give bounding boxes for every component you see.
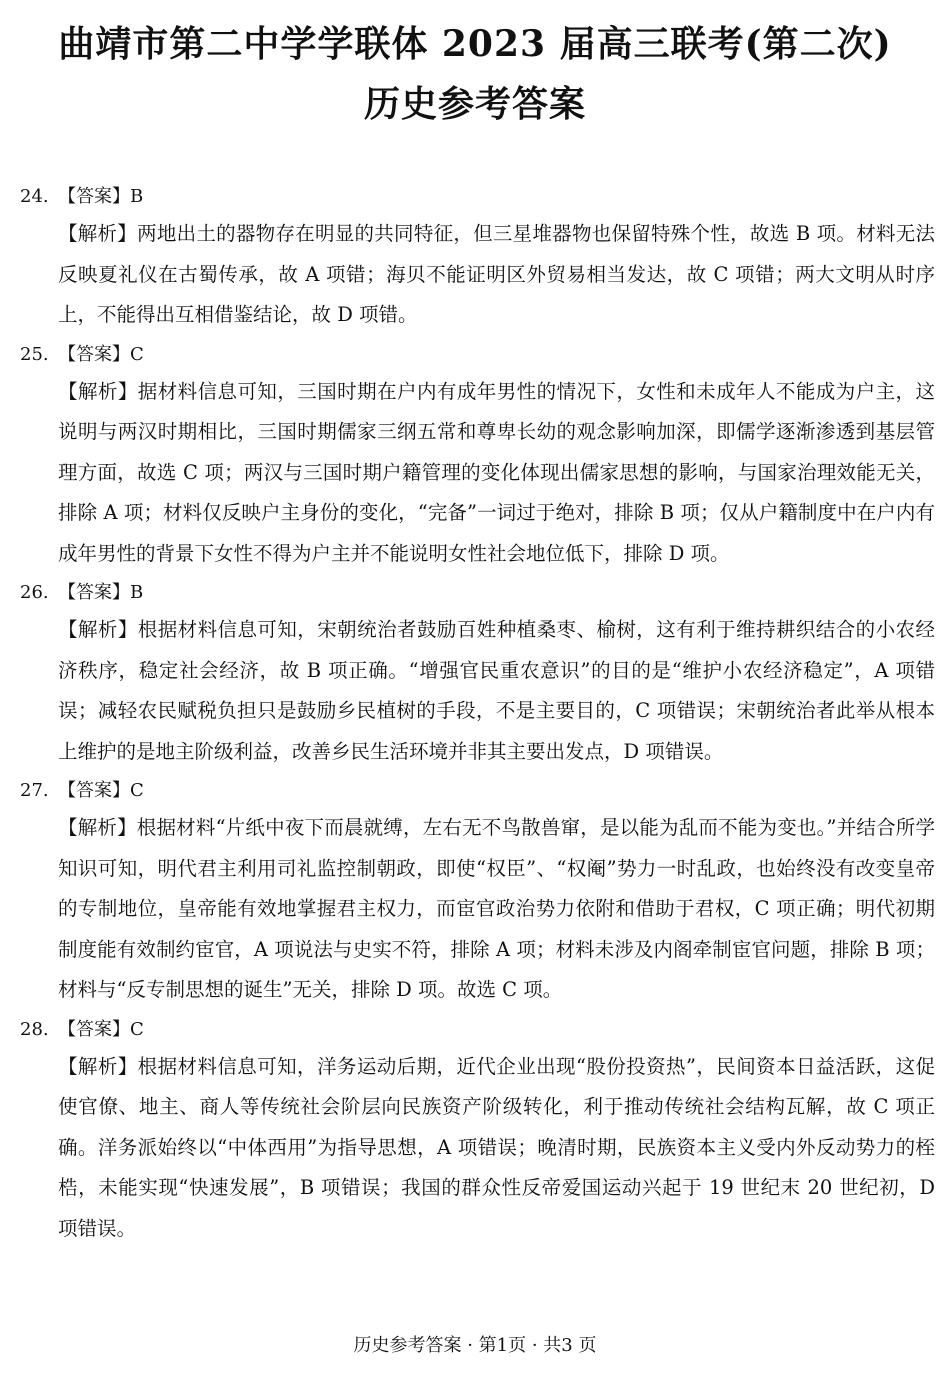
- question-number: 24.: [20, 186, 49, 207]
- analysis-text: 【解析】根据材料信息可知，洋务运动后期，近代企业出现“股份投资热”，民间资本日益活跃，这促使官僚、地主、商人等传统社会阶层向民族资产阶级转化，利于推动传统社会结构瓦解，故 C 项正确。洋务派始终以“中体西用”为指导思想，A 项错误；晚清时期，民族资本主义受内外反动势力的桎梏，未能实现“快速发展”，B 项错误；我国的群众性反帝爱国运动兴起于 19 世纪末 20 世纪初，D 项错误。: [58, 1054, 935, 1240]
- answer-line: [20, 576, 935, 610]
- answer-text: 【答案】C: [58, 1018, 144, 1040]
- analysis-text: 【解析】据材料信息可知，三国时期在户内有成年男性的情况下，女性和未成年人不能成为户主，这说明与两汉时期相比，三国时期儒家三纲五常和尊卑长幼的观念影响加深，即儒学逐渐渗透到基层管理方面，故选 C 项；两汉与三国时期户籍管理的变化体现出儒家思想的影响，与国家治理效能无关，排除 A 项；材料仅反映户主身份的变化，“完备”一词过于绝对，排除 B 项；仅从户籍制度中在户内有成年男性的背景下女性不得为户主并不能说明女性社会地位低下，排除 D 项。: [58, 379, 935, 565]
- answer-text: 【答案】B: [58, 582, 144, 603]
- question-number: 25.: [20, 343, 49, 365]
- page-footer: 历史参考答案 · 第1页 · 共3 页: [353, 1335, 597, 1356]
- question-number: 28.: [20, 1018, 49, 1040]
- question-block: [20, 338, 935, 575]
- answer-text: 【答案】B: [58, 186, 144, 207]
- analysis-text: 【解析】根据材料信息可知，宋朝统治者鼓励百姓种植桑枣、榆树，这有利于维持耕织结合的小农经济秩序，稳定社会经济，故 B 项正确。“增强官民重农意识”的目的是“维护小农经济稳定”，A 项错误；减轻农民赋税负担只是鼓励乡民植树的手段，不是主要目的，C 项错误；宋朝统治者此举从根本上维护的是地主阶级利益，改善乡民生活环境并非其主要出发点，D 项错误。: [58, 618, 935, 763]
- exam-title: 曲靖市第二中学学联体 2023 届高三联考(第二次): [58, 23, 892, 65]
- question-block: [20, 1013, 935, 1250]
- question-block: [20, 576, 935, 772]
- question-block: [20, 180, 935, 336]
- answer-text: 【答案】C: [58, 780, 144, 801]
- question-block: [20, 774, 935, 1011]
- analysis-text: 【解析】两地出土的器物存在明显的共同特征，但三星堆器物也保留特殊个性，故选 B 项。材料无法反映夏礼仪在古蜀传承，故 A 项错；海贝不能证明区外贸易相当发达，故 C 项错；两大文明从时序上，不能得出互相借鉴结论，故 D 项错。: [58, 222, 935, 326]
- answer-line: [20, 774, 935, 808]
- analysis-text: 【解析】根据材料“片纸中夜下而晨就缚，左右无不鸟散兽窜，是以能为乱而不能为变也。”并结合所学知识可知，明代君主利用司礼监控制朝政，即使“权臣”、“权阉”势力一时乱政，也始终没有改变皇帝的专制地位，皇帝能有效地掌握君主权力，而宦官政治势力依附和借助于君权，C 项正确；明代初期制度能有效制约宦官，A 项说法与史实不符，排除 A 项；材料未涉及内阁牵制宦官问题，排除 B 项；材料与“反专制思想的诞生”无关，排除 D 项。故选 C 项。: [58, 816, 935, 1001]
- answer-line: [20, 1013, 935, 1047]
- answer-line: [20, 338, 935, 372]
- question-number: 27.: [20, 780, 49, 801]
- question-number: 26.: [20, 582, 49, 603]
- answer-text: 【答案】C: [58, 343, 144, 365]
- document-subtitle: 历史参考答案: [363, 83, 586, 125]
- answer-list: [20, 180, 935, 1249]
- answer-line: [20, 180, 935, 214]
